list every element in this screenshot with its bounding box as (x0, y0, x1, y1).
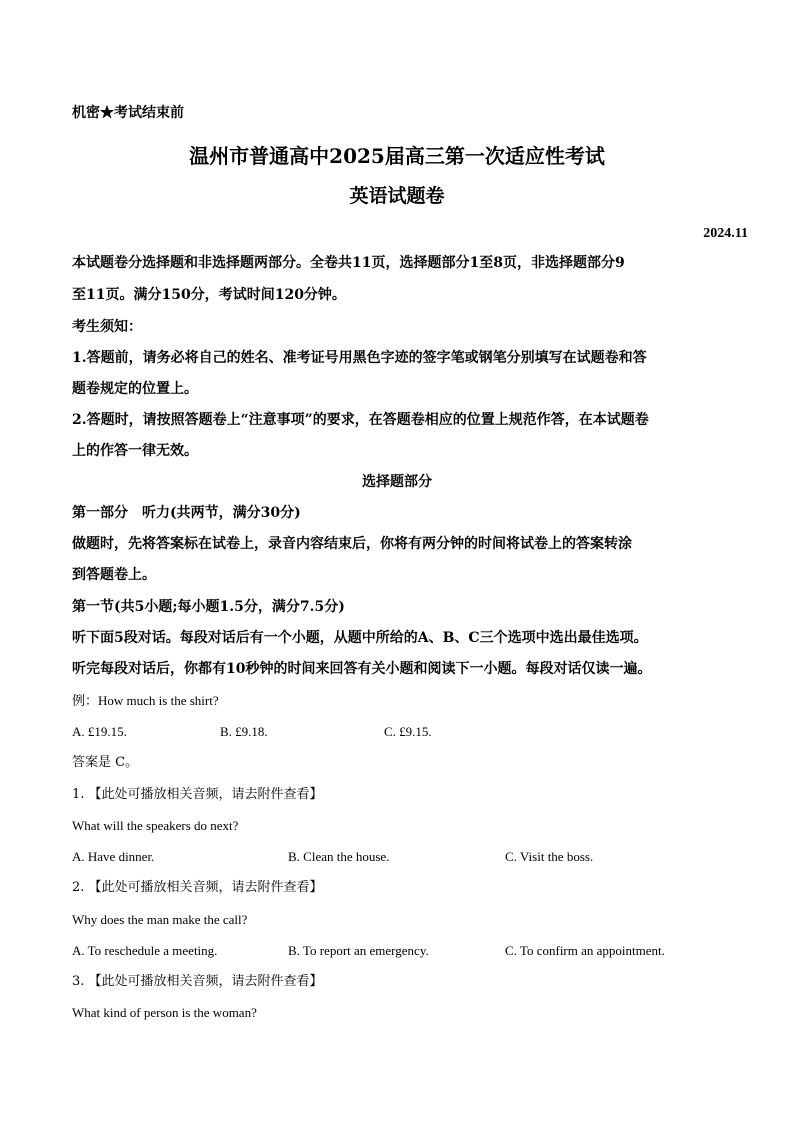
q3-audio-placeholder: 3. 【此处可播放相关音频，请去附件查看】 (72, 974, 323, 989)
part1-label: 第一部分 (72, 505, 128, 521)
sub1-instruction-line-1: 听下面5段对话。每段对话后有一个小题，从题中所给的A、B、C三个选项中选出最佳选项。 (72, 630, 648, 646)
exam-date: 2024.11 (703, 226, 748, 241)
q1-audio-placeholder: 1. 【此处可播放相关音频，请去附件查看】 (72, 787, 323, 802)
q2-option-c: C. To confirm an appointment. (505, 943, 665, 958)
exam-title: 温州市普通高中2025届高三第一次适应性考试 (189, 144, 605, 168)
notice-item-2-line-2: 上的作答一律无效。 (72, 443, 198, 459)
q1-option-c: C. Visit the boss. (505, 849, 594, 864)
part1-instruction-line-2: 到答题卷上。 (72, 567, 156, 583)
notice-heading: 考生须知： (72, 319, 142, 335)
q1-option-b: B. Clean the house. (288, 849, 390, 864)
intro-line-2: 至11页。满分150分，考试时间120分钟。 (72, 287, 346, 303)
q3-question: What kind of person is the woman? (72, 1005, 257, 1020)
sub1-instruction-line-2: 听完每段对话后，你都有10秒钟的时间来回答有关小题和阅读下一小题。每段对话仅读一遍。 (72, 661, 652, 677)
example-option-a: A. £19.15. (72, 724, 127, 739)
q2-question: Why does the man make the call? (72, 912, 248, 927)
q2-option-b: B. To report an emergency. (288, 943, 429, 958)
example-answer: 答案是 C。 (72, 755, 139, 770)
part1-instruction-line-1: 做题时，先将答案标在试卷上，录音内容结束后，你将有两分钟的时间将试卷上的答案转涂 (72, 536, 632, 552)
notice-item-1-line-2: 题卷规定的位置上。 (72, 381, 198, 397)
notice-item-2-line-1: 2.答题时，请按照答题卷上“注意事项”的要求，在答题卷相应的位置上规范作答，在本试题卷 (72, 412, 649, 428)
example-option-b: B. £9.18. (220, 724, 268, 739)
notice-item-1-line-1: 1.答题前，请务必将自己的姓名、准考证号用黑色字迹的签字笔或钢笔分别填写在试题卷和答 (72, 350, 647, 366)
section-heading: 选择题部分 (362, 474, 432, 490)
example-option-c: C. £9.15. (384, 724, 432, 739)
part1-heading (72, 506, 301, 520)
exam-subtitle: 英语试题卷 (349, 185, 445, 207)
q1-question: What will the speakers do next? (72, 818, 239, 833)
q2-option-a: A. To reschedule a meeting. (72, 943, 218, 958)
q1-option-a: A. Have dinner. (72, 849, 155, 864)
q2-audio-placeholder: 2. 【此处可播放相关音频，请去附件查看】 (72, 880, 323, 895)
example-prompt: 例：How much is the shirt? (72, 693, 219, 708)
intro-line-1: 本试题卷分选择题和非选择题两部分。全卷共11页，选择题部分1至8页，非选择题部分9 (72, 255, 625, 271)
part1-title: 听力(共两节，满分30分) (142, 505, 301, 521)
confidential-label: 机密★考试结束前 (72, 105, 184, 121)
sub1-title: 第一节(共5小题;每小题1.5分，满分7.5分) (72, 599, 345, 615)
